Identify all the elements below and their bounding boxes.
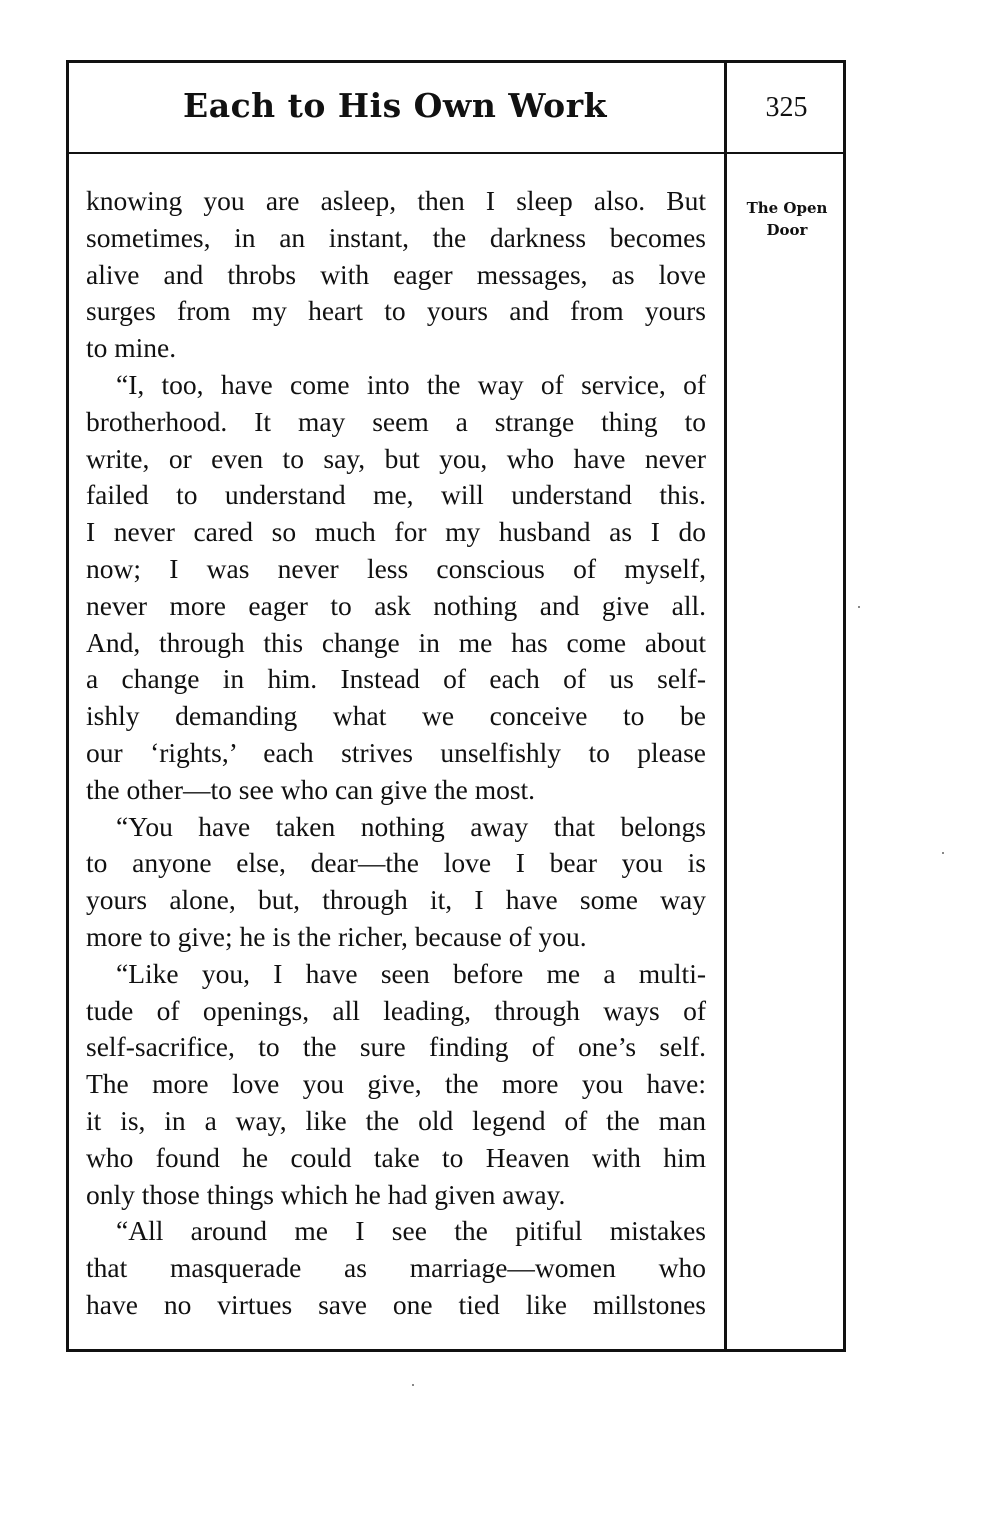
text-line: to anyone else, dear—the love I bear you is — [86, 847, 706, 879]
text-line: sometimes, in an instant, the darkness becomes — [86, 221, 706, 253]
text-line: I never cared so much for my husband as I do — [86, 516, 706, 548]
text-line: alive and throbs with eager messages, as love — [86, 258, 706, 290]
text-line: tude of openings, all leading, through ways of — [86, 994, 706, 1026]
text-line: The more love you give, the more you have: — [86, 1068, 706, 1100]
text-line: write, or even to say, but you, who have never — [86, 442, 706, 474]
text-line: self-sacrifice, to the sure finding of one’s self. — [86, 1031, 706, 1063]
text-line: our ‘rights,’ each strives unselfishly to please — [86, 736, 706, 768]
text-line: And, through this change in me has come about — [86, 626, 706, 658]
text-line: have no virtues save one tied like millstones — [86, 1288, 706, 1320]
text-line: never more eager to ask nothing and give all. — [86, 589, 706, 621]
text-line: a change in him. Instead of each of us self- — [86, 663, 706, 695]
page-speck — [942, 852, 944, 854]
running-title: Each to His Own Work — [183, 86, 607, 125]
page-speck — [412, 1384, 414, 1386]
body-text — [86, 183, 706, 1324]
text-line: who found he could take to Heaven with him — [86, 1141, 706, 1173]
page-number: 325 — [765, 92, 808, 123]
text-line: “Like you, I have seen before me a multi- — [116, 957, 706, 989]
margin-note — [730, 197, 844, 241]
text-line: surges from my heart to yours and from yours — [86, 295, 706, 327]
text-line: “All around me I see the pitiful mistakes — [116, 1215, 706, 1247]
page-speck — [858, 606, 860, 608]
text-line: only those things which he had given away. — [86, 1178, 566, 1210]
text-line: knowing you are asleep, then I sleep also. But — [86, 185, 706, 216]
text-line: failed to understand me, will understand this. — [86, 479, 706, 511]
text-line: brotherhood. It may seem a strange thing to — [86, 405, 706, 437]
text-line: “I, too, have come into the way of service, of — [116, 368, 706, 400]
text-line: the other—to see who can give the most. — [86, 773, 536, 805]
text-line: to mine. — [86, 332, 177, 364]
margin-column-divider — [724, 60, 727, 1352]
text-line: it is, in a way, like the old legend of the man — [86, 1104, 706, 1136]
text-line: now; I was never less conscious of myself, — [86, 552, 706, 584]
text-line: that masquerade as marriage—women who — [86, 1252, 706, 1284]
text-line: “You have taken nothing away that belongs — [116, 810, 706, 842]
text-line: yours alone, but, through it, I have some way — [86, 884, 706, 916]
margin-note-line: Door — [766, 221, 808, 239]
text-line: more to give; he is the richer, because of you. — [86, 920, 587, 952]
text-line: ishly demanding what we conceive to be — [86, 700, 706, 732]
header-rule — [66, 152, 846, 154]
margin-note-line: The Open — [746, 199, 828, 217]
